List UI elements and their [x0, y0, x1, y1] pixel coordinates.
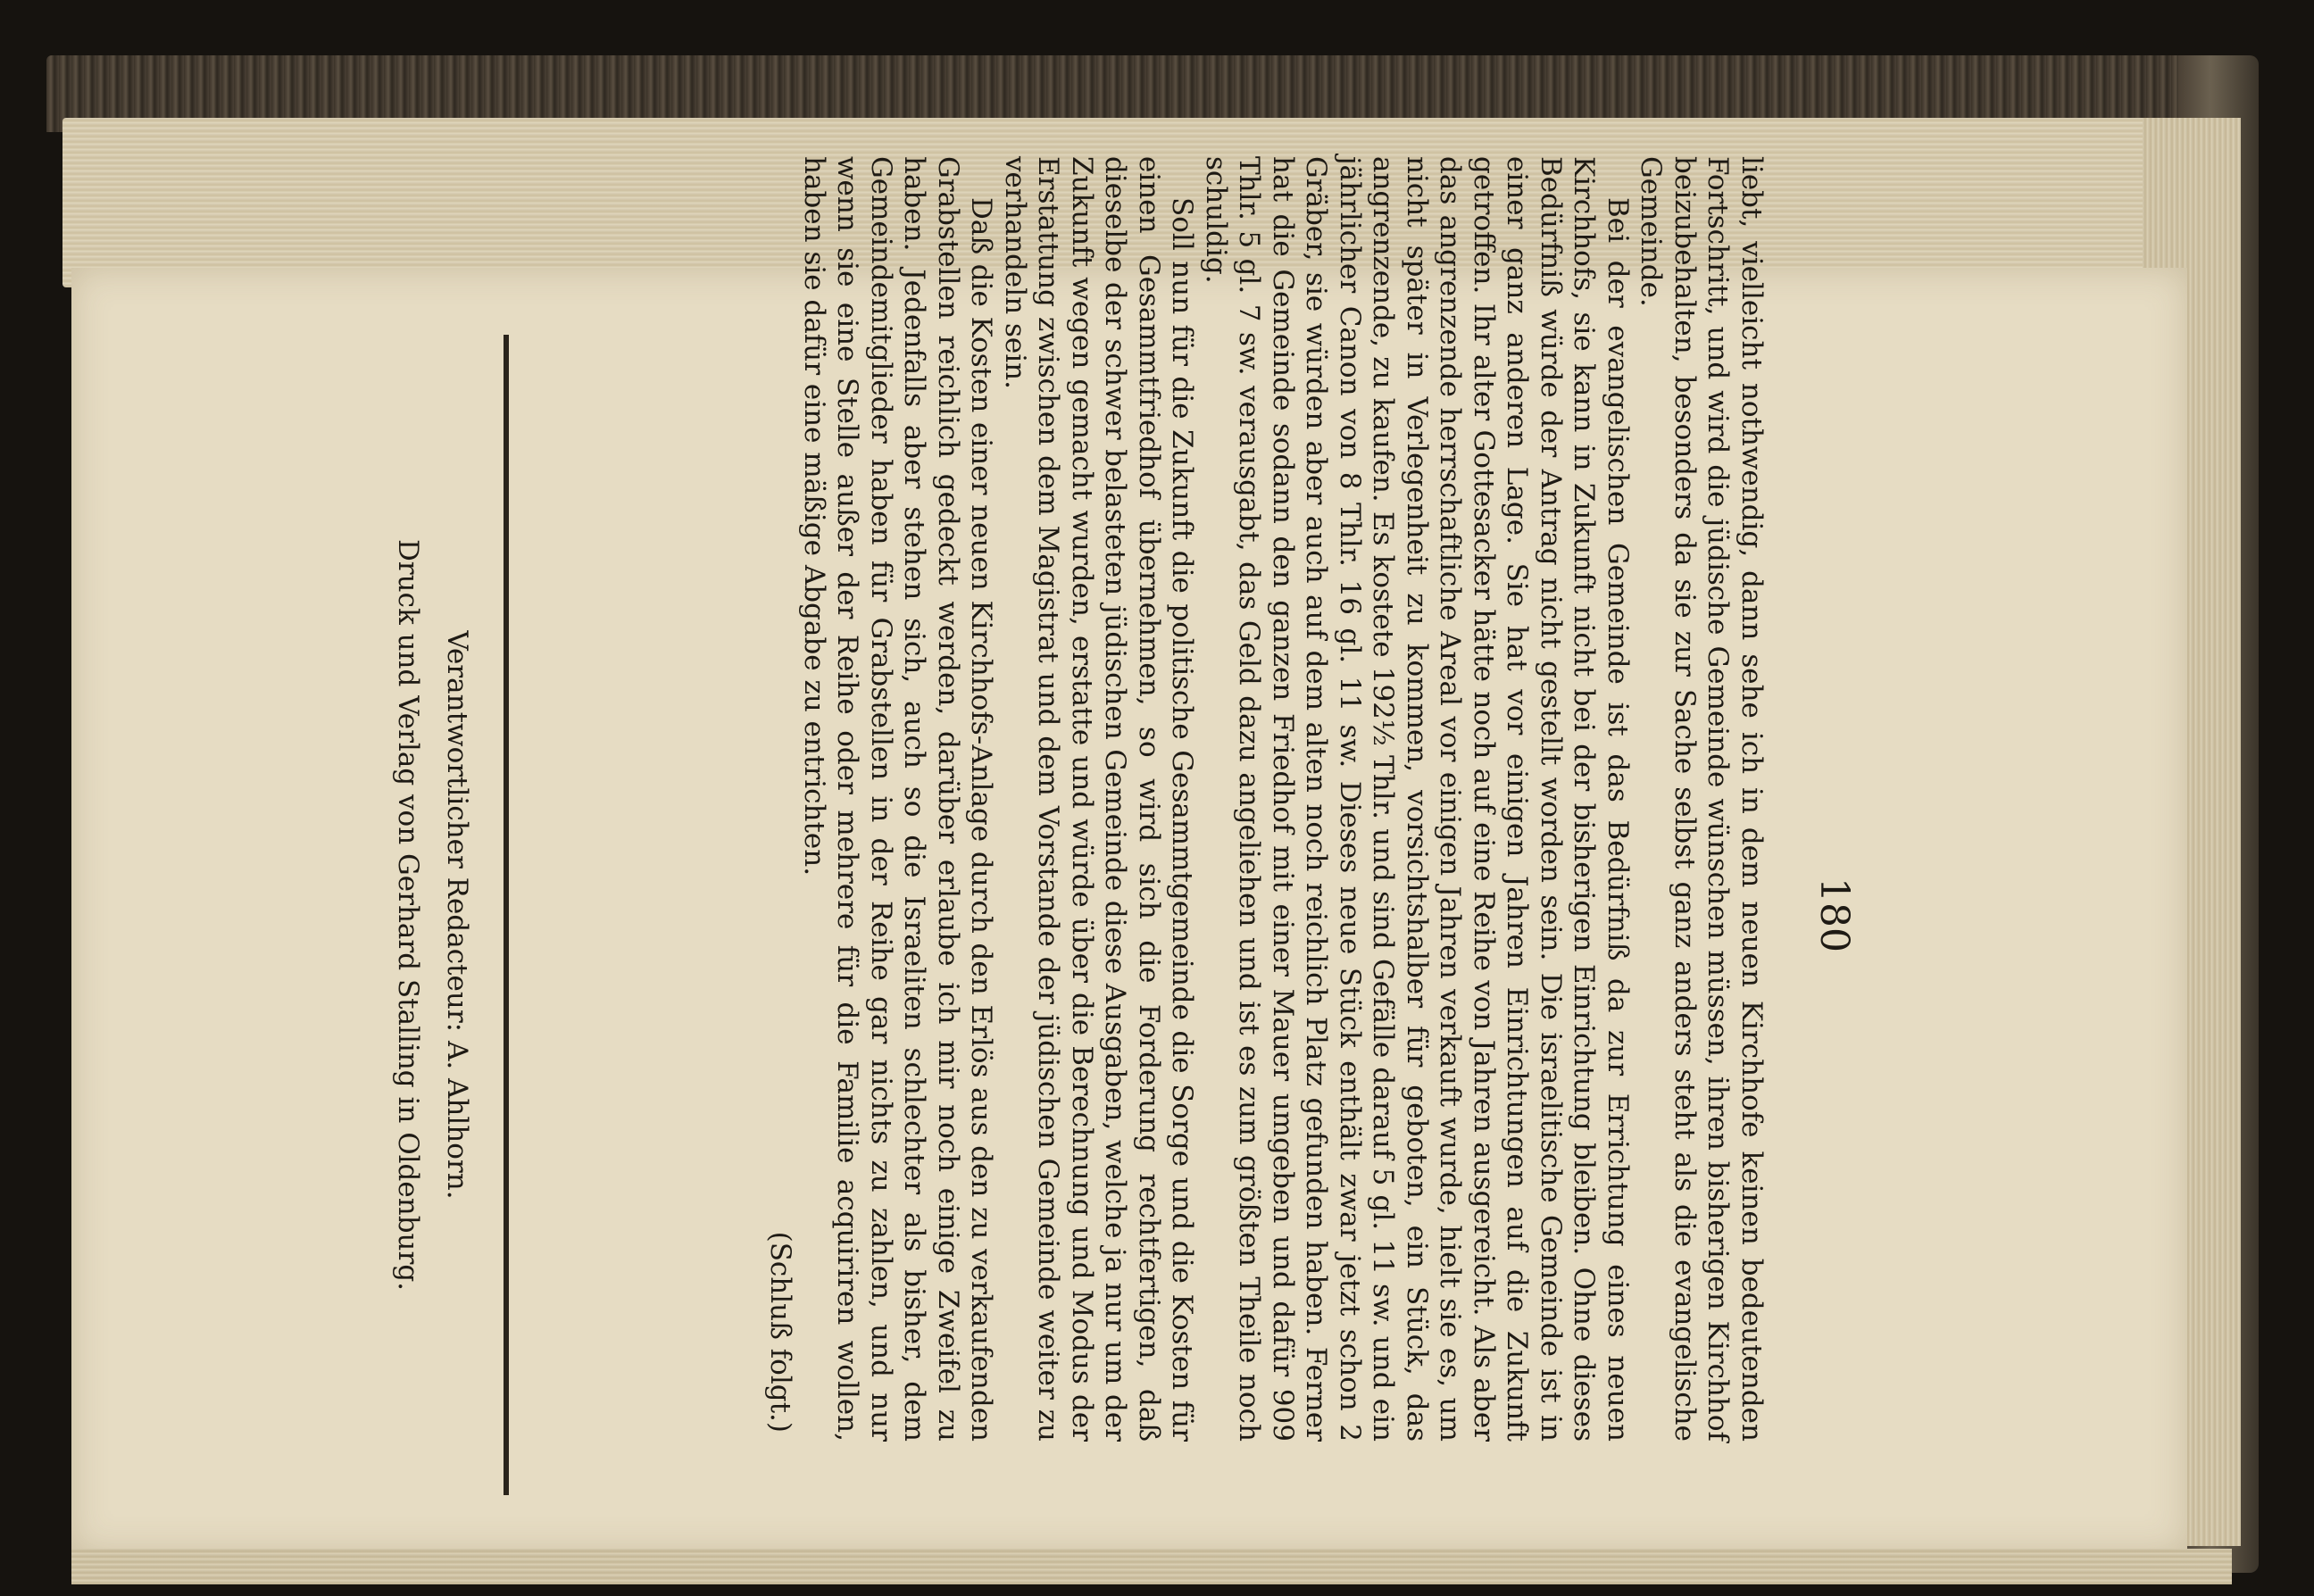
paragraph: liebt, vielleicht nothwendig, dann sehe ich in dem neuen Kirchhofe keinen bedeutenden Fortschritt, und wird die jüdische Gemeinde wünschen müssen, ihren bisherigen Kirchhof beizubehalten, besonders da sie zur Sache selbst ganz anders steht als die evangelische Gemeinde.	[1635, 156, 1768, 1442]
footer-editor: Verantwortlicher Redacteur: A. Ahlhorn.	[441, 630, 473, 1200]
paragraph: Soll nun für die Zukunft die politische Gesammtgemeinde die Sorge und die Kosten für einen Gesammtfriedhof übernehmen, so wird sich die Forderung rechtfertigen, daß dieselbe der schwer belasteten jüdischen Gemeinde diese Ausgaben, welche ja nur um der Zukunft wegen gemacht wurden, erstatte und würde über die Berechnung und Modus der Erstattung zwischen dem Magistrat und dem Vorstande der jüdischen Gemeinde weiter zu verhandeln sein.	[999, 156, 1199, 1442]
body-text	[763, 156, 1768, 1442]
paragraph: Daß die Kosten einer neuen Kirchhofs-Anlage durch den Erlös aus den zu verkaufenden Grabstellen reichlich gedeckt werden, darüber erlaube ich mir noch einige Zweifel zu haben. Jedenfalls aber stehen sich, auch so die Israeliten schlechter als bisher, dem Gemeindemitglieder haben für Grabstellen in der Reihe gar nichts zu zahlen, und nur wenn sie eine Stelle außer der Reihe oder mehrere für die Familie acquiriren wollen, haben sie dafür eine mäßige Abgabe zu entrichten.	[798, 156, 998, 1442]
footer-rule	[504, 335, 509, 1495]
page-number: 180	[1811, 877, 1857, 952]
footer-printer: Druck und Verlag von Gerhard Stalling in Oldenburg.	[392, 538, 424, 1292]
paragraph: Bei der evangelischen Gemeinde ist das Bedürfniß da zur Errichtung eines neuen Kirchhofs, sie kann in Zukunft nicht bei der bisherigen Einrichtung bleiben. Ohne dieses Bedürfniß würde der Antrag nicht gestellt worden sein. Die israelitische Gemeinde ist in einer ganz anderen Lage. Sie hat vor einigen Jahren Einrichtungen auf die Zukunft getroffen. Ihr alter Gottesacker hätte noch auf eine Reihe von Jahren ausgereicht. Als aber das angrenzende herrschaftliche Areal vor einigen Jahren verkauft wurde, hielt sie es, um nicht später in Verlegenheit zu kommen, vorsichtshalber für geboten, ein Stück, das angrenzende, zu kaufen. Es kostete 192½ Thlr. und sind Gefälle darauf 5 gl. 11 sw. und ein jährlicher Canon von 8 Thlr. 16 gl. 11 sw. Dieses neue Stück enthält zwar jetzt schon 2 Gräber, sie würden aber auch auf dem alten noch reichlich Platz gefunden haben. Ferner hat die Gemeinde sodann den ganzen Friedhof mit einer Mauer umgeben und dafür 909 Thlr. 5 gl. 7 sw. verausgabt, das Geld dazu angeliehen und ist es zum größten Theile noch schuldig.	[1200, 156, 1634, 1442]
closing-note: (Schluß folgt.)	[764, 1231, 797, 1433]
